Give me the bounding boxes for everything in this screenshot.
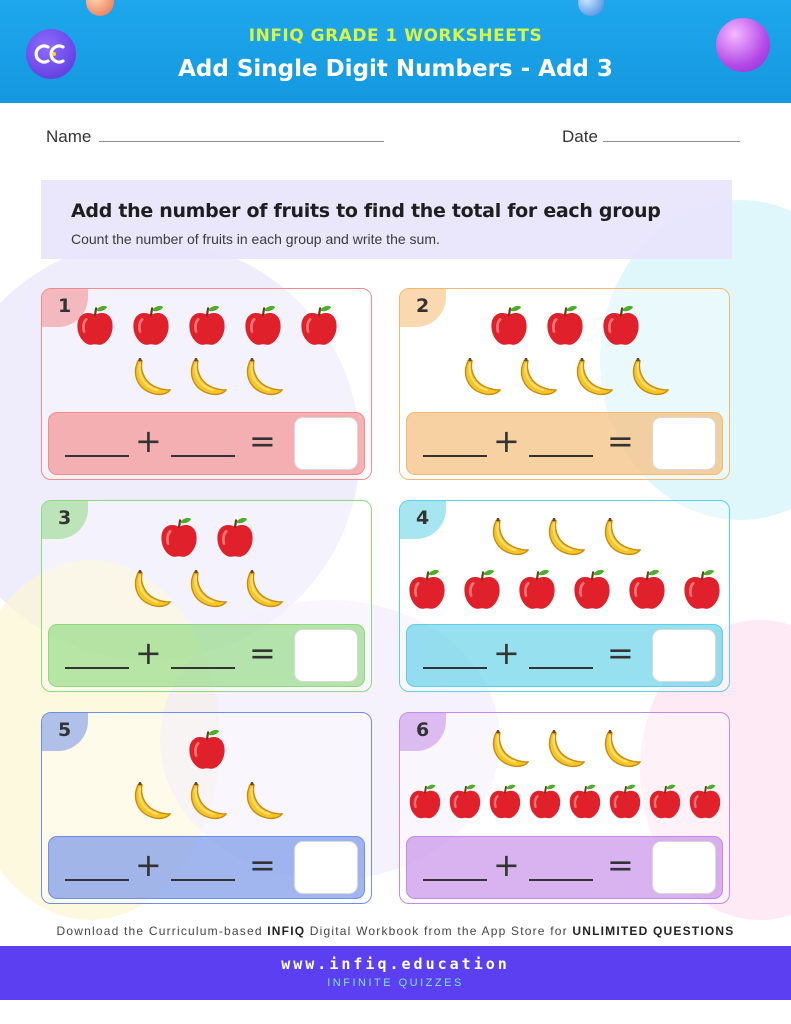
equation-bar (406, 412, 723, 475)
name-line[interactable] (99, 141, 384, 142)
apple-row (400, 567, 729, 613)
addend-blank-2[interactable] (171, 455, 235, 457)
equation-bar (48, 624, 365, 687)
promo-emphasis: UNLIMITED QUESTIONS (572, 924, 735, 938)
banana-icon (129, 568, 173, 612)
problem-card-3 (41, 500, 372, 692)
footer-bar (0, 946, 791, 1000)
worksheet-header (0, 0, 791, 103)
apple-icon (460, 568, 504, 612)
decor-bubble (86, 0, 114, 16)
apple-icon (241, 304, 285, 348)
addend-blank-1[interactable] (423, 879, 487, 881)
equals-sign: = (249, 846, 276, 884)
apple-icon (515, 568, 559, 612)
banana-icon (241, 356, 285, 400)
apple-icon (566, 783, 604, 821)
problem-card-2 (399, 288, 730, 480)
apple-icon (686, 783, 724, 821)
apple-icon (73, 304, 117, 348)
equation-bar (406, 624, 723, 687)
banana-row (42, 355, 371, 401)
apple-icon (599, 304, 643, 348)
header-series: INFIQ GRADE 1 WORKSHEETS (248, 26, 543, 46)
banana-row (400, 515, 729, 561)
banana-icon (185, 780, 229, 824)
apple-row (42, 727, 371, 773)
apple-icon (487, 304, 531, 348)
apple-icon (129, 304, 173, 348)
footer-tagline: INFINITE QUIZZES (327, 977, 464, 989)
apple-icon (185, 304, 229, 348)
answer-box[interactable] (652, 841, 716, 894)
addend-blank-1[interactable] (65, 455, 129, 457)
date-label: Date (562, 127, 598, 146)
equation-bar (406, 836, 723, 899)
banana-icon (185, 568, 229, 612)
problem-card-4 (399, 500, 730, 692)
apple-row (42, 303, 371, 349)
apple-icon (680, 568, 724, 612)
instructions-panel (41, 180, 732, 259)
apple-icon (297, 304, 341, 348)
equation-bar (48, 836, 365, 899)
promo-middle: Digital Workbook from the App Store for (305, 924, 573, 938)
banana-row (42, 779, 371, 825)
answer-box[interactable] (294, 629, 358, 682)
apple-icon (406, 783, 444, 821)
plus-sign: + (493, 422, 520, 460)
equation-bar (48, 412, 365, 475)
equals-sign: = (249, 634, 276, 672)
banana-icon (185, 356, 229, 400)
problem-number-badge: 4 (400, 501, 446, 539)
instructions-title: Add the number of fruits to find the total for each group (71, 200, 661, 222)
apple-icon (543, 304, 587, 348)
plus-sign: + (135, 422, 162, 460)
banana-row (42, 567, 371, 613)
problem-number-badge: 6 (400, 713, 446, 751)
promo-prefix: Download the Curriculum-based (56, 924, 268, 938)
banana-icon (241, 568, 285, 612)
banana-icon (599, 516, 643, 560)
equals-sign: = (249, 422, 276, 460)
page-title: Add Single Digit Numbers - Add 3 (178, 56, 613, 82)
apple-row (42, 515, 371, 561)
answer-box[interactable] (294, 841, 358, 894)
addend-blank-2[interactable] (171, 667, 235, 669)
banana-icon (599, 728, 643, 772)
banana-icon (241, 780, 285, 824)
problem-card-5 (41, 712, 372, 904)
banana-icon (515, 356, 559, 400)
apple-icon (405, 568, 449, 612)
banana-icon (129, 780, 173, 824)
plus-sign: + (493, 846, 520, 884)
problem-card-1 (41, 288, 372, 480)
addend-blank-2[interactable] (529, 667, 593, 669)
apple-icon (625, 568, 669, 612)
promo-text (0, 924, 791, 938)
apple-icon (570, 568, 614, 612)
apple-icon (606, 783, 644, 821)
banana-icon (487, 516, 531, 560)
footer-url[interactable]: www.infiq.education (281, 955, 510, 973)
banana-icon (571, 356, 615, 400)
banana-icon (487, 728, 531, 772)
equals-sign: = (607, 634, 634, 672)
apple-row (400, 303, 729, 349)
banana-icon (459, 356, 503, 400)
banana-icon (627, 356, 671, 400)
addend-blank-1[interactable] (423, 667, 487, 669)
banana-icon (543, 728, 587, 772)
decor-bubble (578, 0, 604, 16)
banana-icon (543, 516, 587, 560)
name-label: Name (46, 127, 92, 146)
apple-icon (646, 783, 684, 821)
problem-number-badge: 1 (42, 289, 88, 327)
addend-blank-2[interactable] (171, 879, 235, 881)
banana-row (400, 355, 729, 401)
answer-box[interactable] (294, 417, 358, 470)
banana-row (400, 727, 729, 773)
date-line[interactable] (603, 141, 740, 142)
banana-icon (129, 356, 173, 400)
instructions-subtitle: Count the number of fruits in each group and write the sum. (71, 231, 440, 247)
promo-brand: INFIQ (267, 924, 306, 938)
equals-sign: = (607, 422, 634, 460)
apple-icon (526, 783, 564, 821)
apple-icon (446, 783, 484, 821)
plus-sign: + (493, 634, 520, 672)
problem-number-badge: 3 (42, 501, 88, 539)
addend-blank-2[interactable] (529, 879, 593, 881)
apple-icon (185, 728, 229, 772)
answer-box[interactable] (652, 629, 716, 682)
problem-number-badge: 2 (400, 289, 446, 327)
addend-blank-1[interactable] (423, 455, 487, 457)
plus-sign: + (135, 846, 162, 884)
equals-sign: = (607, 846, 634, 884)
apple-row (400, 779, 729, 825)
plus-sign: + (135, 634, 162, 672)
apple-icon (157, 516, 201, 560)
problem-number-badge: 5 (42, 713, 88, 751)
problem-card-6 (399, 712, 730, 904)
answer-box[interactable] (652, 417, 716, 470)
apple-icon (486, 783, 524, 821)
addend-blank-1[interactable] (65, 667, 129, 669)
addend-blank-1[interactable] (65, 879, 129, 881)
apple-icon (213, 516, 257, 560)
addend-blank-2[interactable] (529, 455, 593, 457)
